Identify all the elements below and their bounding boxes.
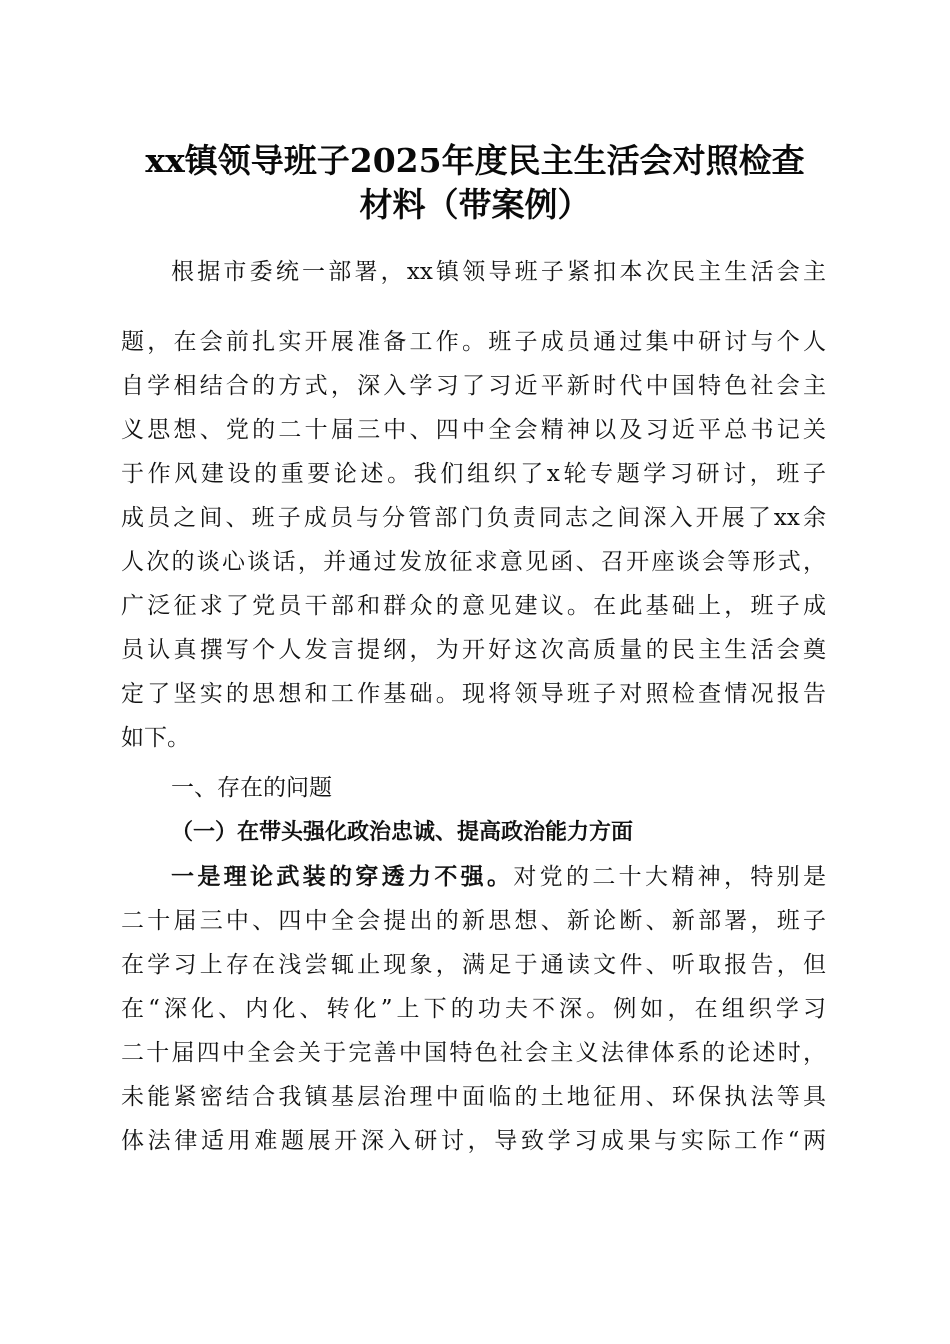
point-one-lead: 一是理论武装的穿透力不强。 [171,863,514,890]
intro-line: 成员之间、班子成员与分管部门负责同志之间深入开展了xx余 [121,505,826,531]
document-title-line-1: xx镇领导班子2025年度民主生活会对照检查 [145,141,805,180]
document-title-line-2: 材料（带案例） [359,185,591,224]
intro-line: 义思想、党的二十届三中、四中全会精神以及习近平总书记关 [121,417,826,443]
intro-line: 员认真撰写个人发言提纲，为开好这次高质量的民主生活会奠 [121,637,826,663]
point-one-line: 未能紧密结合我镇基层治理中面临的土地征用、环保执法等具 [121,1084,826,1110]
intro-line: 人次的谈心谈话，并通过发放征求意见函、召开座谈会等形式， [121,549,826,575]
point-one-first-rest: 对党的二十大精神，特别是 [513,864,827,890]
point-one-line: 在学习上存在浅尝辄止现象，满足于通读文件、听取报告，但 [121,952,826,978]
intro-line: 如下。 [121,725,190,751]
intro-line: 题，在会前扎实开展准备工作。班子成员通过集中研讨与个人 [121,329,826,355]
intro-line: 自学相结合的方式，深入学习了习近平新时代中国特色社会主 [121,373,826,399]
point-one-line: 体法律适用难题展开深入研讨，导致学习成果与实际工作“两 [121,1128,826,1154]
point-one-line: 二十届三中、四中全会提出的新思想、新论断、新部署，班子 [121,908,826,934]
point-one-first-line [171,862,826,892]
intro-line: 定了坚实的思想和工作基础。现将领导班子对照检查情况报告 [121,681,826,707]
point-one-line: 二十届四中全会关于完善中国特色社会主义法律体系的论述时， [121,1040,826,1066]
section-heading-problems: 一、存在的问题 [171,775,332,801]
subsection-heading-political-loyalty: （一）在带头强化政治忠诚、提高政治能力方面 [171,819,634,845]
intro-line: 根据市委统一部署，xx镇领导班子紧扣本次民主生活会主 [171,259,826,285]
intro-line: 广泛征求了党员干部和群众的意见建议。在此基础上，班子成 [121,593,826,619]
point-one-line: 在“深化、内化、转化”上下的功夫不深。例如，在组织学习 [121,996,826,1022]
intro-line: 于作风建设的重要论述。我们组织了x轮专题学习研讨，班子 [121,461,826,487]
